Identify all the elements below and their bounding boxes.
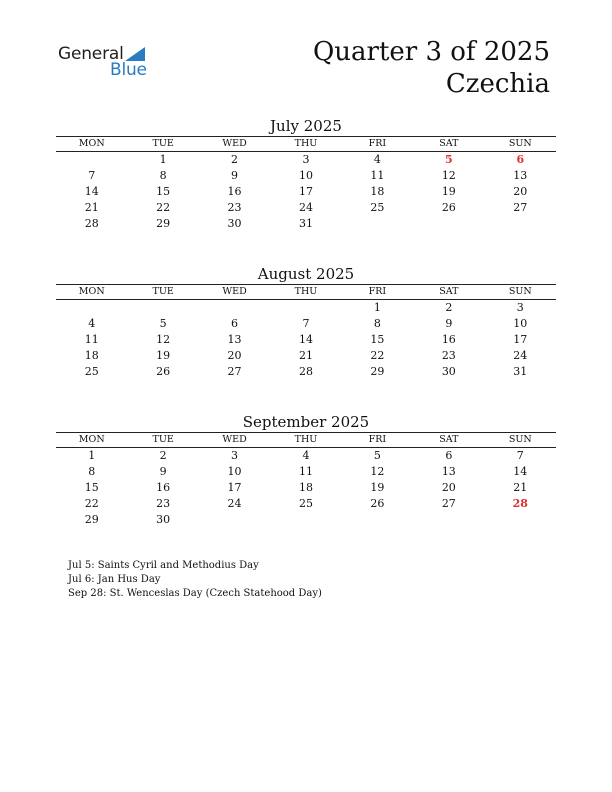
day-cell: 21 [298,349,313,362]
weekday-header: SAT [413,285,484,300]
day-cell: 22 [84,497,99,510]
day-cell: 30 [441,365,456,378]
day-cell: 13 [441,465,456,478]
day-cell: 29 [156,217,171,230]
day-cell: 6 [231,317,239,330]
month-title: September 2025 [242,413,370,431]
weekday-header: WED [199,285,270,300]
week-row [56,200,556,216]
day-cell: 3 [516,301,524,314]
month-grid [56,284,556,380]
day-cell: 4 [302,449,310,462]
day-cell: 23 [441,349,456,362]
day-cell: 29 [84,513,99,526]
day-cell [485,216,556,232]
day-cell: 12 [156,333,171,346]
day-cell: 10 [513,317,528,330]
logo-triangle-icon [125,47,145,61]
day-cell [342,216,413,232]
month-grid [56,136,556,232]
day-cell: 23 [227,201,242,214]
day-cell: 28 [298,365,313,378]
day-cell: 3 [302,153,310,166]
day-cell: 20 [513,185,528,198]
day-cell: 4 [373,153,381,166]
weekday-header: FRI [342,433,413,448]
day-cell: 27 [441,497,456,510]
day-cell [342,512,413,528]
weekday-header: TUE [127,285,198,300]
day-cell: 14 [298,333,313,346]
holiday-day-cell: 5 [444,153,453,166]
day-cell [127,300,198,317]
day-cell: 11 [84,333,99,346]
day-cell: 3 [231,449,239,462]
day-cell: 24 [227,497,242,510]
day-cell: 10 [227,465,242,478]
day-cell: 17 [513,333,528,346]
day-cell: 9 [159,465,167,478]
day-cell [413,216,484,232]
logo-word-blue: Blue [110,60,147,80]
country-name: Czechia [445,69,550,99]
day-cell: 25 [298,497,313,510]
day-cell: 8 [373,317,381,330]
day-cell [199,300,270,317]
weekday-header: WED [199,137,270,152]
week-row [56,512,556,528]
day-cell: 18 [298,481,313,494]
week-row [56,168,556,184]
day-cell: 23 [156,497,171,510]
weekday-header: SAT [413,137,484,152]
day-cell: 8 [159,169,167,182]
holiday-list [68,559,322,601]
day-cell: 19 [156,349,171,362]
weekday-header: FRI [342,285,413,300]
day-cell: 13 [227,333,242,346]
week-row [56,332,556,348]
day-cell: 1 [159,153,167,166]
day-cell: 24 [513,349,528,362]
day-cell: 31 [298,217,313,230]
week-row [56,216,556,232]
day-cell: 14 [513,465,528,478]
day-cell: 12 [441,169,456,182]
day-cell: 4 [88,317,96,330]
day-cell [413,512,484,528]
month-title: August 2025 [257,265,355,283]
day-cell: 22 [156,201,171,214]
day-cell: 15 [156,185,171,198]
day-cell: 8 [88,465,96,478]
holiday-entry: Jul 5: Saints Cyril and Methodius Day [68,560,259,571]
weekday-header: MON [56,137,127,152]
day-cell: 7 [302,317,310,330]
weekday-header: THU [270,285,341,300]
day-cell: 9 [445,317,453,330]
day-cell: 28 [84,217,99,230]
day-cell: 2 [159,449,167,462]
weekday-header: MON [56,285,127,300]
day-cell [270,512,341,528]
day-cell: 19 [370,481,385,494]
weekday-header: SUN [485,433,556,448]
weekday-header: THU [270,137,341,152]
week-row [56,448,556,465]
week-row [56,496,556,512]
week-row [56,464,556,480]
week-row [56,480,556,496]
day-cell: 16 [156,481,171,494]
day-cell [56,152,127,169]
day-cell [485,512,556,528]
weekday-header: SUN [485,137,556,152]
weekday-header: THU [270,433,341,448]
day-cell: 12 [370,465,385,478]
day-cell: 30 [156,513,171,526]
day-cell: 26 [370,497,385,510]
day-cell: 11 [370,169,385,182]
weekday-header: WED [199,433,270,448]
month-title: July 2025 [270,117,342,135]
day-cell: 20 [227,349,242,362]
page-title: Quarter 3 of 2025 [312,37,550,67]
logo-word-general: General [58,44,124,64]
day-cell: 11 [298,465,313,478]
day-cell: 24 [298,201,313,214]
day-cell [270,300,341,317]
day-cell: 20 [441,481,456,494]
day-cell: 25 [370,201,385,214]
week-row [56,348,556,364]
month-grid [56,432,556,528]
day-cell: 27 [513,201,528,214]
day-cell: 14 [84,185,99,198]
day-cell [199,512,270,528]
day-cell: 1 [88,449,96,462]
holiday-day-cell: 28 [512,497,528,510]
weekday-header: FRI [342,137,413,152]
weekday-header: TUE [127,433,198,448]
page-header [313,36,550,100]
day-cell: 9 [231,169,239,182]
month-block [56,116,556,232]
day-cell: 13 [513,169,528,182]
day-cell: 15 [370,333,385,346]
day-cell: 6 [445,449,453,462]
day-cell: 17 [298,185,313,198]
day-cell: 1 [373,301,381,314]
weekday-header: SAT [413,433,484,448]
weekday-header: MON [56,433,127,448]
day-cell: 21 [513,481,528,494]
day-cell: 2 [231,153,239,166]
day-cell: 15 [84,481,99,494]
day-cell: 7 [88,169,96,182]
day-cell: 22 [370,349,385,362]
week-row [56,184,556,200]
weekday-header: SUN [485,285,556,300]
day-cell: 26 [156,365,171,378]
week-row [56,300,556,317]
holiday-day-cell: 6 [516,153,525,166]
week-row [56,152,556,169]
week-row [56,316,556,332]
holiday-entry: Jul 6: Jan Hus Day [68,574,161,585]
weekday-header: TUE [127,137,198,152]
day-cell: 7 [516,449,524,462]
day-cell: 10 [298,169,313,182]
week-row [56,364,556,380]
day-cell: 27 [227,365,242,378]
day-cell: 30 [227,217,242,230]
day-cell: 25 [84,365,99,378]
day-cell: 18 [370,185,385,198]
day-cell: 5 [373,449,381,462]
holiday-entry: Sep 28: St. Wenceslas Day (Czech Statehood Day) [68,588,322,599]
generalblue-logo [58,44,158,84]
day-cell: 29 [370,365,385,378]
day-cell: 2 [445,301,453,314]
day-cell: 31 [513,365,528,378]
day-cell: 16 [441,333,456,346]
day-cell: 17 [227,481,242,494]
day-cell: 5 [159,317,167,330]
day-cell: 18 [84,349,99,362]
day-cell: 26 [441,201,456,214]
day-cell: 19 [441,185,456,198]
day-cell: 16 [227,185,242,198]
day-cell: 21 [84,201,99,214]
day-cell [56,300,127,317]
month-block [56,264,556,380]
month-block [56,412,556,528]
